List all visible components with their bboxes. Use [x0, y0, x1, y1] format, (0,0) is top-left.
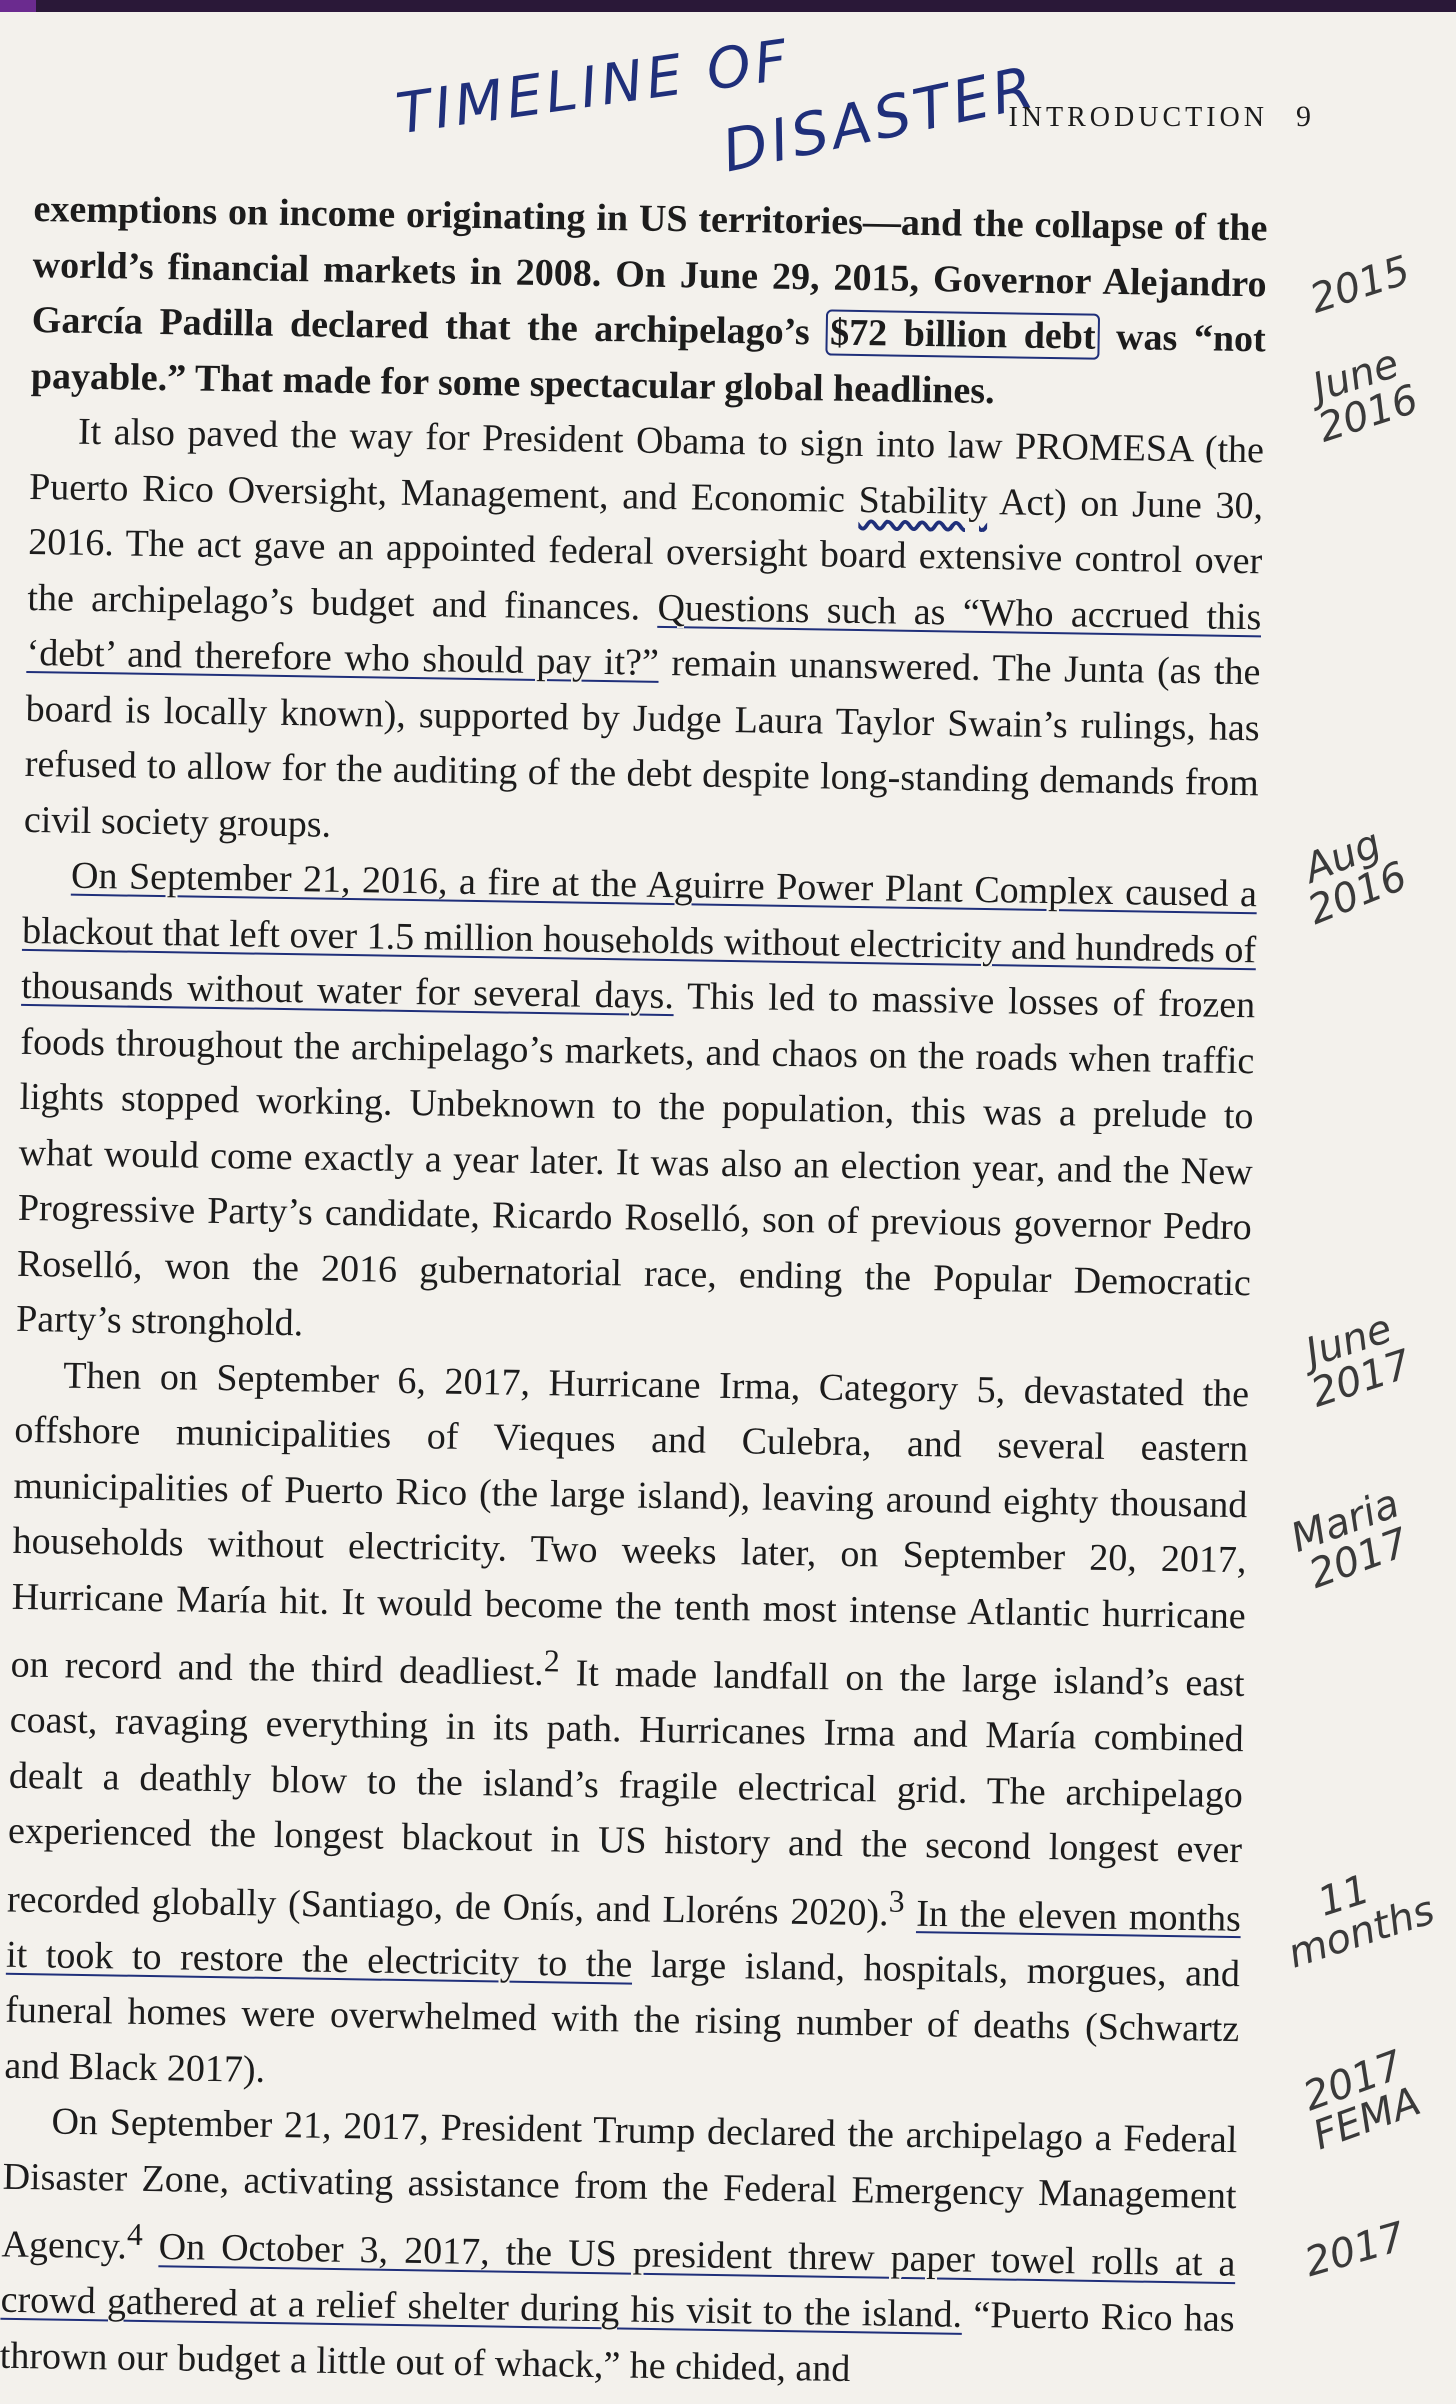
p2-text-c: Act) on June 30, 2016. The act gave an appointed federal oversight board extensive control over the archipelago’s budget and finances.	[27, 480, 1264, 629]
p3-text-b: This led to massive losses of frozen foods throughout the archipelago’s markets, and chaos on the roads when traffic lights stopped working. Unbeknown to the population, this was a prelude to what would come exactly a year later. It was also an election year, and the New Progressive Party’s candidate, Ricardo Roselló, son of previous governor Pedro Roselló, won the 2016 gubernatorial race, ending the Popular Democratic Party’s stronghold.	[15, 975, 1256, 1345]
p1-boxed-debt: $72 billion debt	[826, 309, 1100, 359]
p4-text-a: Then on September 6, 2017, Hurricane Irma, Category 5, devastated the offshore municipalities of Vieques and Culebra, and several eastern municipalities of Puerto Rico (the large island), leaving around eighty thousand households without electricity. Two weeks later, on September 20, 2017, Hurricane María hit. It would become the tenth most intense Atlantic hurricane on record and the third deadliest.	[10, 1354, 1250, 1694]
margin-note-maria-2017: Maria 2017	[1285, 1480, 1415, 1598]
margin-note-2017-fema: 2017 FEMA	[1297, 2042, 1427, 2160]
p5-text-a: On September 21, 2017, President Trump declared the archipelago a Federal Disaster Zone, activating assistance from the Federal Emergency Management Agency.	[1, 2100, 1238, 2268]
p2-underlined-question: Questions such as “Who accrued this ‘debt’ and therefore who should pay it?”	[26, 586, 1262, 684]
margin-note-11-months: 11 months	[1282, 1866, 1441, 1978]
p2-wavy-stability: Stability	[858, 478, 988, 523]
paragraph-3	[16, 848, 1258, 1367]
top-edge-accent	[0, 0, 36, 12]
footnote-4: 4	[126, 2217, 144, 2253]
p5-text-b	[142, 2226, 159, 2268]
paragraph-2	[24, 404, 1265, 867]
footnote-2: 2	[543, 1643, 561, 1679]
p4-underlined-eleven-months: In the eleven months it took to restore the electricity to the	[5, 1892, 1242, 1986]
p1-text-c: was “not payable.” That made for some spectacular global headlines.	[30, 315, 1266, 412]
margin-note-2015: 2015	[1304, 247, 1416, 323]
running-title: INTRODUCTION	[1008, 102, 1268, 133]
p5-underlined-paper-towels: On October 3, 2017, the US president threw paper towel rolls at a crowd gathered at a relief shelter during his visit to the island.	[0, 2226, 1236, 2337]
handwritten-title-line1: TIMELINE OF	[392, 27, 796, 148]
handwritten-title-line2: DISASTER	[716, 52, 1044, 186]
p1-text-a: exemptions on income originating in US territories—and the collapse of the world’s financial markets in 2008. On June 29, 2015, Governor Alejandro García Padilla declared that the archipelago’s	[31, 187, 1268, 354]
page-number: 9	[1296, 100, 1311, 133]
margin-note-june-2017: June 2017	[1300, 1305, 1417, 1417]
margin-note-2017: 2017	[1299, 2213, 1411, 2287]
running-header	[1008, 100, 1311, 134]
book-page-text	[0, 182, 1268, 2404]
p5-text-d: “Puerto Rico has thrown our budget a little out of whack,” he chided, and	[0, 2294, 1235, 2391]
margin-note-june-2016: June 2016	[1307, 340, 1424, 452]
p3-underlined-blackout: On September 21, 2016, a fire at the Aguirre Power Plant Complex caused a blackout that left over 1.5 million households without electricity and hundreds of thousands without water for several days.	[21, 854, 1258, 1018]
p4-text-b: It made landfall on the large island’s east coast, ravaging everything in its path. Hurricanes Irma and María combined dealt a deathly blow to the island’s fragile electrical grid. The archipelago experienced the longest blackout in US history and the second longest ever recorded globally (Santiago, de Onís, and Lloréns 2020).	[6, 1652, 1245, 1934]
paragraph-5	[0, 2094, 1238, 2404]
margin-note-aug-2016: Aug 2016	[1297, 820, 1414, 934]
footnote-3: 3	[888, 1883, 905, 1919]
p4-text-e: large island, hospitals, morgues, and funeral homes were overwhelmed with the rising number of deaths (Schwartz and Black 2017).	[4, 1943, 1241, 2091]
p2-text-a: It also paved the way for President Obama to sign into law PROMESA (the Puerto Rico Oversight, Management, and Economic	[28, 410, 1265, 521]
top-edge	[0, 0, 1456, 12]
paragraph-4	[4, 1347, 1250, 2113]
paragraph-1	[31, 182, 1268, 423]
p2-text-e: remain unanswered. The Junta (as the board is locally known), supported by Judge Laura Taylor Swain’s rulings, has refused to allow for the auditing of the debt despite long-standing demands from civil society groups.	[23, 641, 1261, 846]
